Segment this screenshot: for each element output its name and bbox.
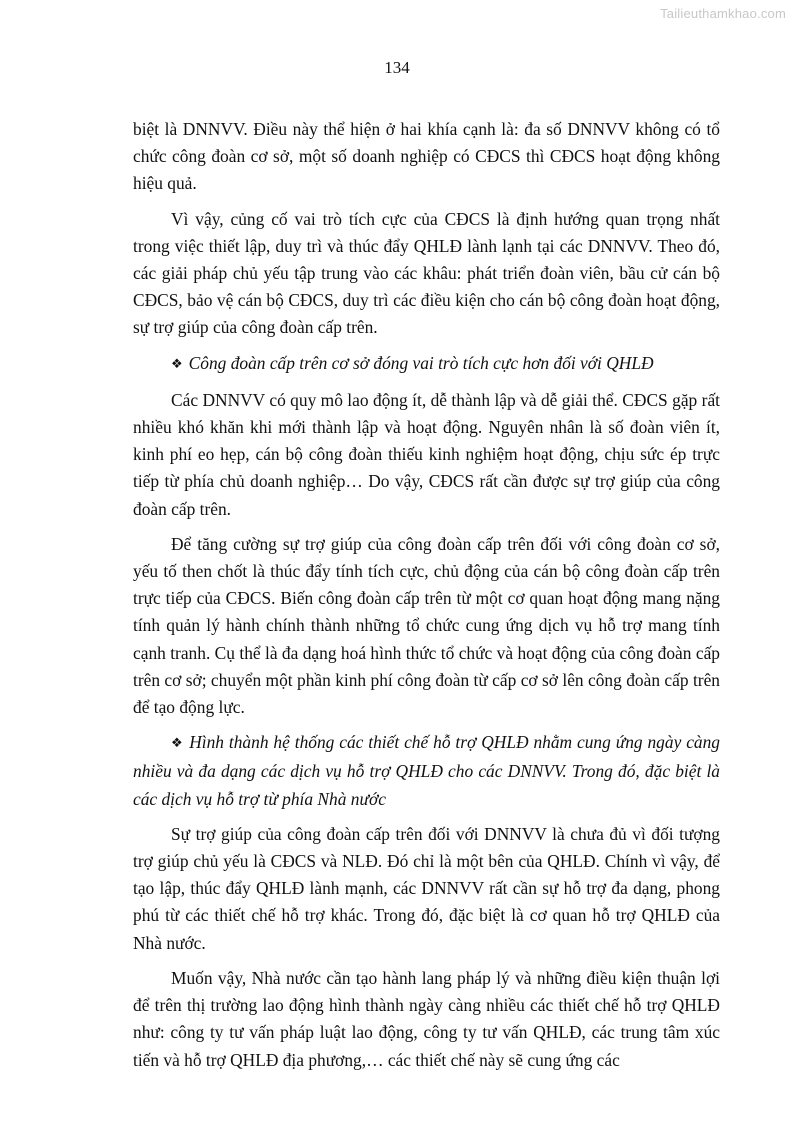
section-heading-1-text: Công đoàn cấp trên cơ sở đóng vai trò tích cực hơn đối với QHLĐ [188, 352, 654, 373]
diamond-bullet-icon: ❖ [171, 356, 183, 372]
section-heading-2-text: Hình thành hệ thống các thiết chế hỗ trợ QHLĐ nhằm cung ứng ngày càng nhiều và đa dạng các dịch vụ hỗ trợ QHLĐ cho các DNNVV. Trong đó, đặc biệt là các dịch vụ hỗ trợ từ phía Nhà nước [133, 732, 720, 809]
section-heading-2 [133, 729, 720, 813]
section-heading-1 [133, 350, 720, 379]
paragraph-1: biệt là DNNVV. Điều này thể hiện ở hai khía cạnh là: đa số DNNVV không có tổ chức công đoàn cơ sở, một số doanh nghiệp có CĐCS thì CĐCS hoạt động không hiệu quả. [133, 119, 720, 194]
paragraph-2: Vì vậy, củng cố vai trò tích cực của CĐCS là định hướng quan trọng nhất trong việc thiết lập, duy trì và thúc đẩy QHLĐ lành lạnh tại các DNNVV. Theo đó, các giải pháp chủ yếu tập trung vào các khâu: phát triển đoàn viên, bầu cử cán bộ CĐCS, bảo vệ cán bộ CĐCS, duy trì các điều kiện cho cán bộ công đoàn hoạt động, sự trợ giúp của công đoàn cấp trên. [133, 208, 720, 338]
paragraph-3: Các DNNVV có quy mô lao động ít, dễ thành lập và dễ giải thể. CĐCS gặp rất nhiều khó khăn khi mới thành lập và hoạt động. Nguyên nhân là số đoàn viên ít, kinh phí eo hẹp, cán bộ công đoàn thiếu kinh nghiệm hoạt động, chịu sức ép trực tiếp từ phía chủ doanh nghiệp… Do vậy, CĐCS rất cần được sự trợ giúp của công đoàn cấp trên. [133, 389, 720, 519]
page-body [133, 116, 720, 1082]
diamond-bullet-icon: ❖ [171, 736, 184, 752]
watermark: Tailieuthamkhao.com [660, 6, 786, 21]
paragraph-5: Sự trợ giúp của công đoàn cấp trên đối với DNNVV là chưa đủ vì đối tượng trợ giúp chủ yếu là CĐCS và NLĐ. Đó chỉ là một bên của QHLĐ. Chính vì vậy, để tạo lập, thúc đẩy QHLĐ lành mạnh, các DNNVV rất cần sự hỗ trợ đa dạng, phong phú từ các thiết chế hỗ trợ khác. Trong đó, đặc biệt là cơ quan hỗ trợ QHLĐ của Nhà nước. [133, 823, 720, 953]
paragraph-4: Để tăng cường sự trợ giúp của công đoàn cấp trên đối với công đoàn cơ sở, yếu tố then chốt là thúc đẩy tính tích cực, chủ động của cán bộ công đoàn cấp trên trực tiếp của CĐCS. Biến công đoàn cấp trên từ một cơ quan hoạt động mang nặng tính quản lý hành chính thành những tổ chức cung ứng dịch vụ hỗ trợ mang tính cạnh tranh. Cụ thể là đa dạng hoá hình thức tổ chức và hoạt động của công đoàn cấp trên cơ sở; chuyển một phần kinh phí công đoàn từ cấp cơ sở lên công đoàn cấp trên để tạo động lực. [133, 533, 720, 718]
page-number: 134 [384, 58, 410, 77]
paragraph-6: Muốn vậy, Nhà nước cần tạo hành lang pháp lý và những điều kiện thuận lợi để trên thị trường lao động hình thành ngày càng nhiều các thiết chế hỗ trợ QHLĐ như: công ty tư vấn pháp luật lao động, công ty tư vấn QHLĐ, các trung tâm xúc tiến và hỗ trợ QHLĐ địa phương,… các thiết chế này sẽ cung ứng các [133, 967, 720, 1070]
